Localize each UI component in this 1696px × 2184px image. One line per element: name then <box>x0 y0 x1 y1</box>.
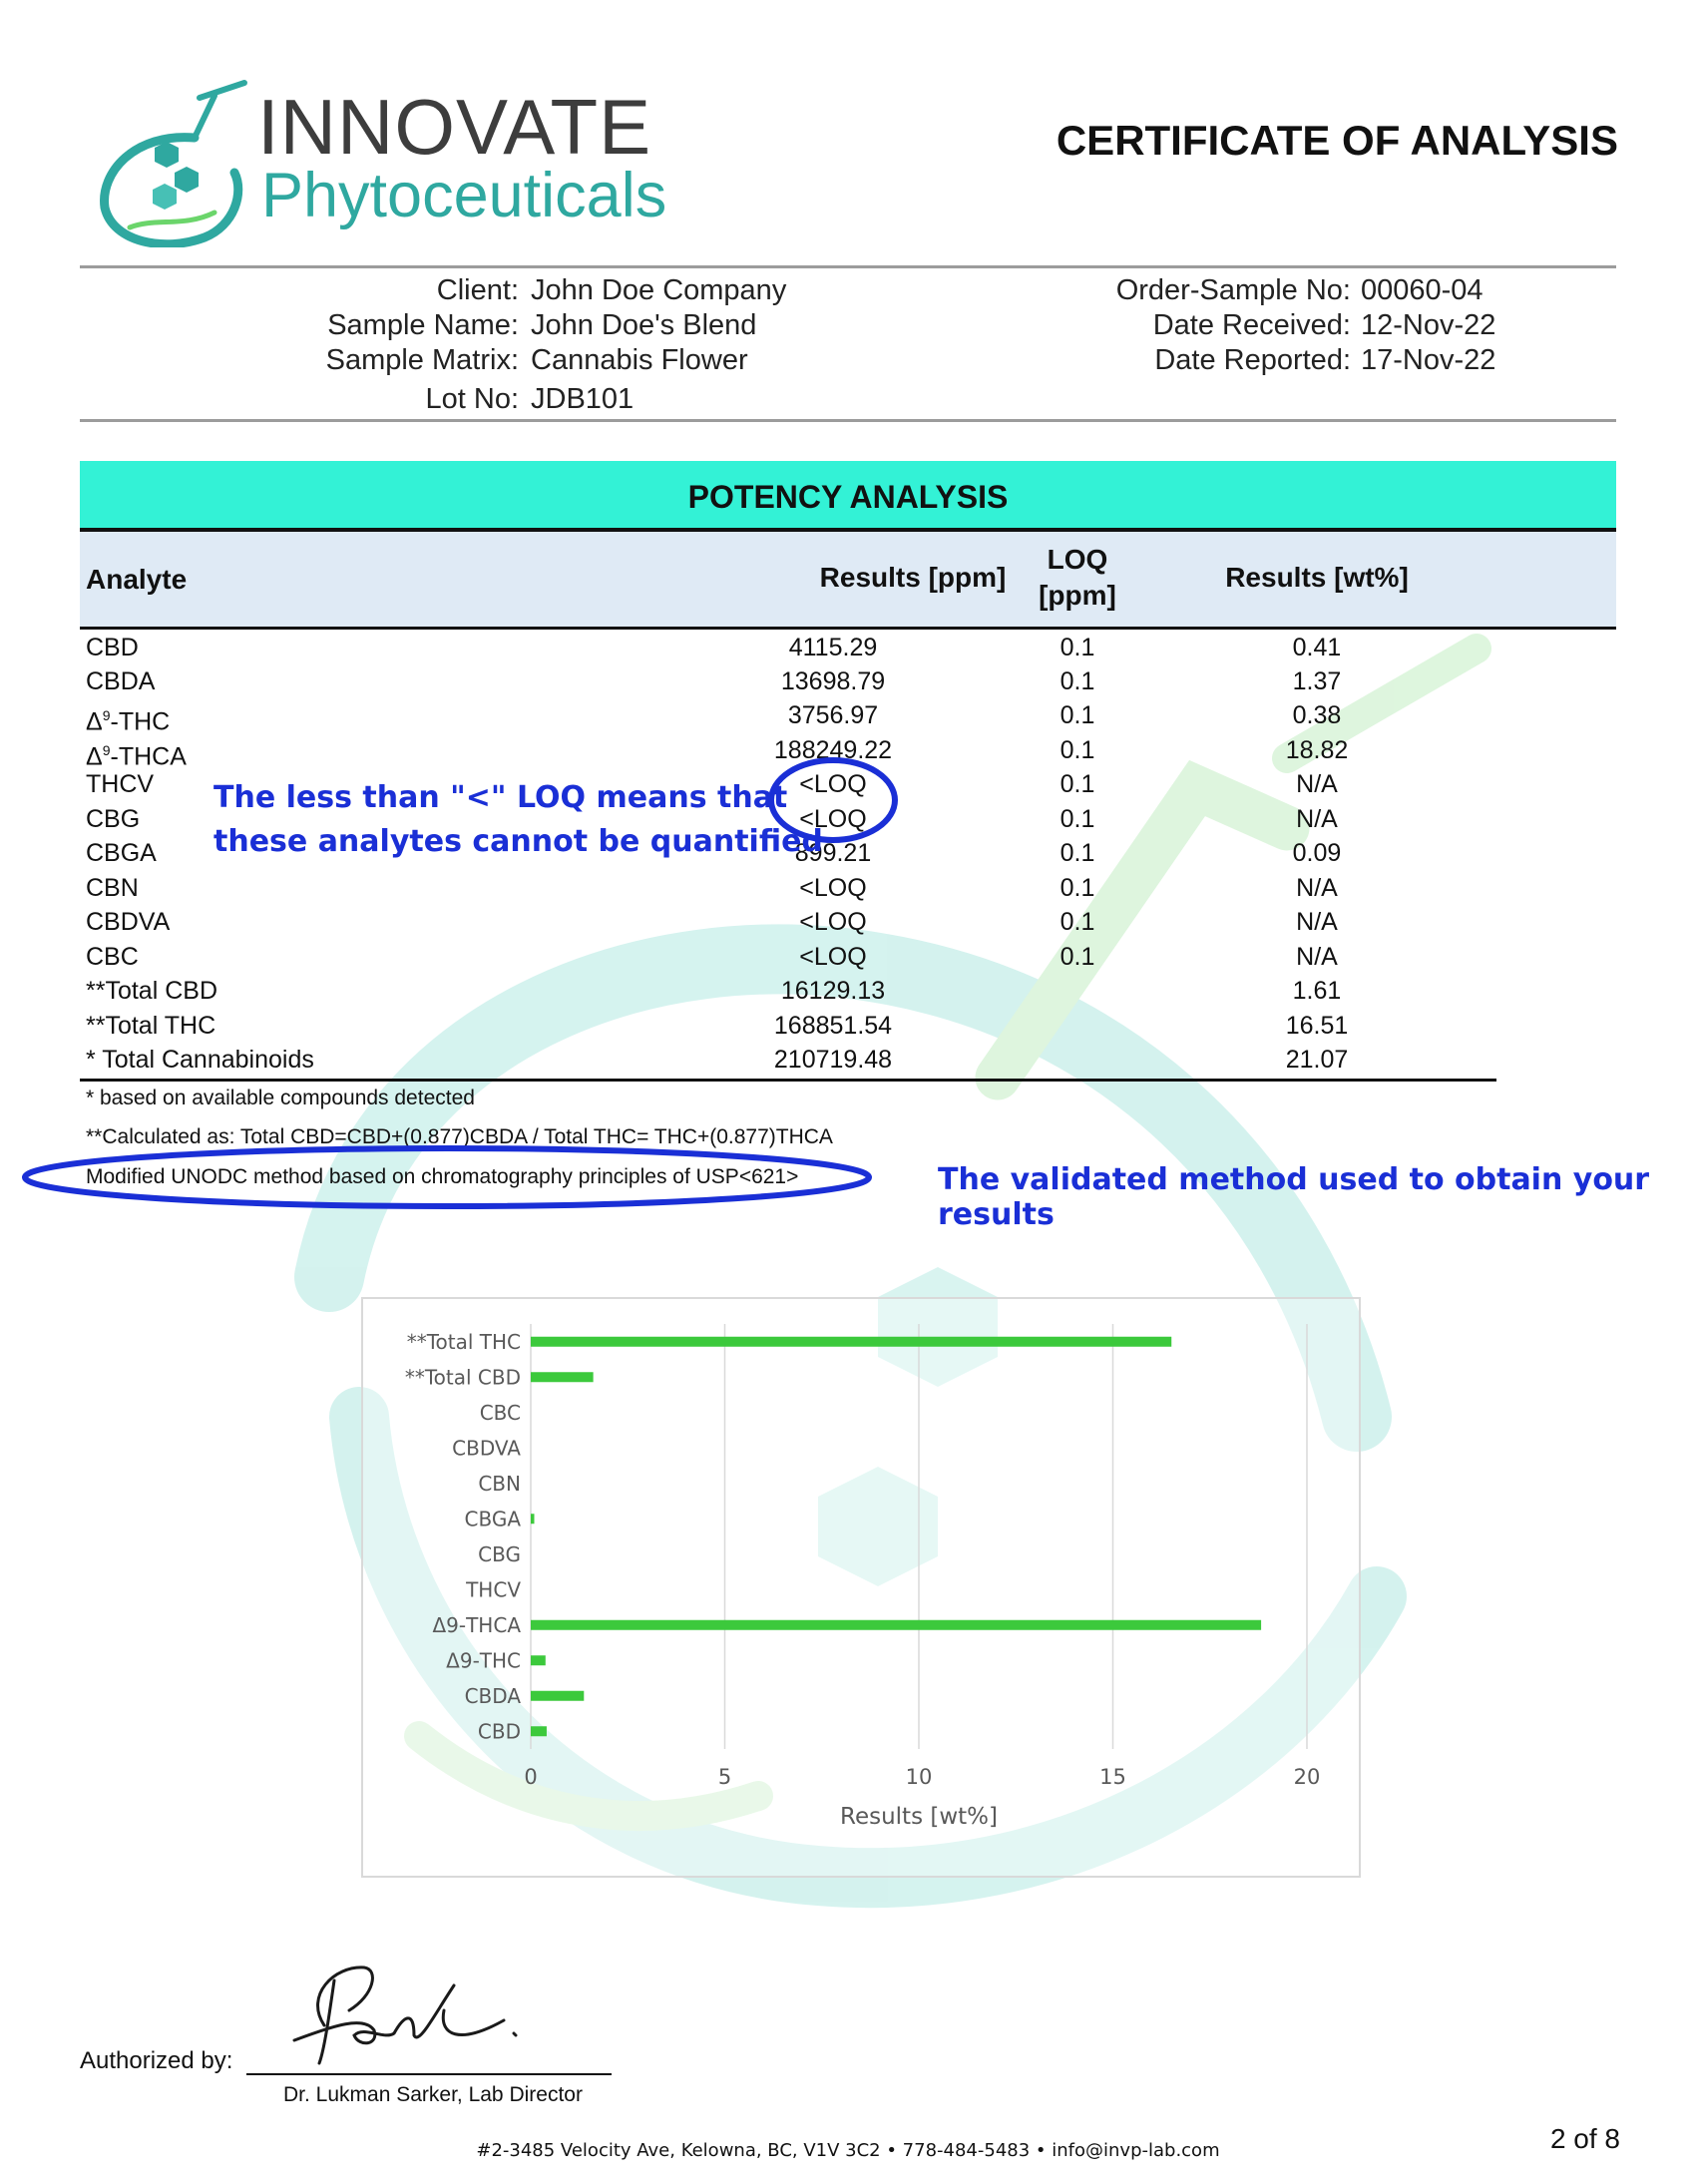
chart-category-label: Δ9-THCA <box>432 1612 521 1637</box>
chart-category-label: CBGA <box>464 1507 521 1531</box>
chart-category-label: Δ9-THC <box>446 1648 521 1673</box>
table-cell-loq: 0.1 <box>1060 874 1095 902</box>
date-received-label: Date Received: <box>1152 309 1351 341</box>
table-row-name: $\Delta^9$-THC <box>86 707 171 736</box>
annotation-loq-line2: these analytes cannot be quantified <box>213 824 823 859</box>
table-cell-ppm: <LOQ <box>799 908 867 936</box>
chart-category-label: CBDVA <box>452 1436 521 1461</box>
table-cell-wt: 1.37 <box>1292 667 1342 695</box>
table-cell-ppm: <LOQ <box>799 770 867 798</box>
chart-x-tick-label: 20 <box>1293 1765 1321 1789</box>
table-cell-wt: N/A <box>1296 943 1338 971</box>
signature-line <box>246 2073 612 2075</box>
table-row-name: **Total THC <box>86 1012 216 1040</box>
chart-plot <box>363 1299 1359 1876</box>
signatory-name: Dr. Lukman Sarker, Lab Director <box>283 2083 583 2106</box>
authorized-by-label: Authorized by: <box>80 2047 233 2074</box>
table-cell-loq: 0.1 <box>1060 943 1095 971</box>
chart-x-axis-label: Results [wt%] <box>840 1804 998 1830</box>
table-cell-wt: 0.41 <box>1292 634 1342 661</box>
table-row-name: CBDA <box>86 667 156 695</box>
table-title: POTENCY ANALYSIS <box>687 479 1009 515</box>
table-cell-wt: 16.51 <box>1285 1012 1349 1040</box>
lot-no-value: JDB101 <box>531 383 635 415</box>
header-analyte: Analyte <box>86 564 188 595</box>
table-row-name: CBN <box>86 874 139 902</box>
note-method: Modified UNODC method based on chromatography principles of USP<621> <box>86 1165 799 1188</box>
header-results-wt: Results [wt%] <box>1225 562 1409 593</box>
table-cell-ppm: 168851.54 <box>773 1012 893 1040</box>
table-cell-ppm: 210719.48 <box>773 1046 893 1074</box>
chart-x-tick-label: 15 <box>1099 1765 1126 1789</box>
method-highlight-circle <box>25 1148 869 1206</box>
table-cell-ppm: 13698.79 <box>780 667 886 695</box>
table-cell-wt: N/A <box>1296 908 1338 936</box>
note-calculation: **Calculated as: Total CBD=CBD+(0.877)CBDA / Total THC= THC+(0.877)THCA <box>86 1125 833 1148</box>
header-results-ppm: Results [ppm] <box>819 562 1007 593</box>
table-cell-wt: N/A <box>1296 874 1338 902</box>
lot-no-label: Lot No: <box>425 383 519 415</box>
chart-x-tick-label: 10 <box>905 1765 933 1789</box>
table-cell-ppm: 3756.97 <box>787 701 879 729</box>
table-row-name: CBD <box>86 634 139 661</box>
table-cell-wt: 1.61 <box>1292 977 1342 1005</box>
table-cell-loq: 0.1 <box>1060 908 1095 936</box>
date-received-value: 12-Nov-22 <box>1361 309 1496 341</box>
table-cell-ppm: 4115.29 <box>788 634 878 661</box>
loq-highlight-circle <box>771 760 895 840</box>
table-row-name: THCV <box>86 770 155 798</box>
annotation-loq-line1: The less than "<" LOQ means that <box>213 780 788 815</box>
chart-category-label: CBDA <box>464 1683 521 1708</box>
chart-category-label: **Total THC <box>406 1329 521 1354</box>
client-value: John Doe Company <box>531 274 787 306</box>
lab-address: #2-3485 Velocity Ave, Kelowna, BC, V1V 3C2 • 778-484-5483 • info@invp-lab.com <box>476 2140 1220 2161</box>
table-cell-loq: 0.1 <box>1060 805 1095 833</box>
sample-name-value: John Doe's Blend <box>531 309 757 341</box>
table-cell-loq: 0.1 <box>1060 701 1095 729</box>
sample-name-label: Sample Name: <box>327 309 519 341</box>
table-cell-ppm: 899.21 <box>794 839 872 867</box>
table-cell-wt: 21.07 <box>1285 1046 1349 1074</box>
table-cell-ppm: <LOQ <box>799 874 867 902</box>
table-row-name: CBGA <box>86 839 157 867</box>
brand-subtitle: Phytoceuticals <box>261 161 667 230</box>
chart-category-label: **Total CBD <box>404 1365 521 1390</box>
chart-bar <box>531 1726 547 1736</box>
table-cell-ppm: <LOQ <box>799 943 867 971</box>
client-label: Client: <box>436 274 519 306</box>
table-cell-loq: 0.1 <box>1060 736 1095 764</box>
chart-x-tick-label: 0 <box>524 1765 538 1789</box>
header-loq: LOQ <box>1047 544 1108 575</box>
chart-bar <box>531 1514 535 1524</box>
sample-matrix-label: Sample Matrix: <box>325 344 519 376</box>
potency-chart <box>361 1297 1361 1878</box>
table-row-name: CBG <box>86 805 141 833</box>
date-reported-value: 17-Nov-22 <box>1361 344 1496 376</box>
table-cell-wt: 0.38 <box>1292 701 1342 729</box>
chart-bar <box>531 1372 594 1382</box>
table-cell-loq: 0.1 <box>1060 839 1095 867</box>
table-row-name: * Total Cannabinoids <box>86 1046 314 1074</box>
table-cell-loq: 0.1 <box>1060 667 1095 695</box>
table-cell-wt: N/A <box>1296 770 1338 798</box>
table-row-name: CBC <box>86 943 139 971</box>
table-cell-wt: N/A <box>1296 805 1338 833</box>
chart-category-label: CBG <box>478 1541 521 1566</box>
table-cell-ppm: <LOQ <box>799 805 867 833</box>
table-cell-ppm: 16129.13 <box>780 977 886 1005</box>
table-row-name: CBDVA <box>86 908 171 936</box>
document-title: CERTIFICATE OF ANALYSIS <box>1056 117 1618 164</box>
note-compounds: * based on available compounds detected <box>86 1087 475 1109</box>
signature-image <box>264 1956 524 2065</box>
header-loq-unit: [ppm] <box>1039 580 1116 611</box>
date-reported-label: Date Reported: <box>1154 344 1351 376</box>
annotation-method: The validated method used to obtain your results <box>938 1162 1650 1232</box>
chart-bar <box>531 1655 546 1665</box>
chart-category-label: CBN <box>478 1471 521 1496</box>
table-cell-ppm: 188249.22 <box>773 736 893 764</box>
chart-category-label: CBD <box>477 1719 521 1744</box>
sample-matrix-value: Cannabis Flower <box>531 344 748 376</box>
table-row-name: $\Delta^9$-THCA <box>86 742 187 771</box>
order-sample-label: Order-Sample No: <box>1115 274 1351 306</box>
table-row-name: **Total CBD <box>86 977 217 1005</box>
chart-bar <box>531 1620 1261 1630</box>
chart-category-label: THCV <box>466 1577 521 1602</box>
table-cell-wt: 0.09 <box>1292 839 1342 867</box>
chart-x-tick-label: 5 <box>717 1765 732 1789</box>
table-cell-loq: 0.1 <box>1060 770 1095 798</box>
brand-name: INNOVATE <box>257 83 652 171</box>
chart-bar <box>531 1691 584 1701</box>
order-sample-value: 00060-04 <box>1361 274 1484 306</box>
page-number: 2 of 8 <box>1549 2123 1620 2154</box>
chart-category-label: CBC <box>479 1400 521 1425</box>
chart-bar <box>531 1337 1171 1347</box>
table-cell-loq: 0.1 <box>1060 634 1095 661</box>
table-cell-wt: 18.82 <box>1285 736 1349 764</box>
